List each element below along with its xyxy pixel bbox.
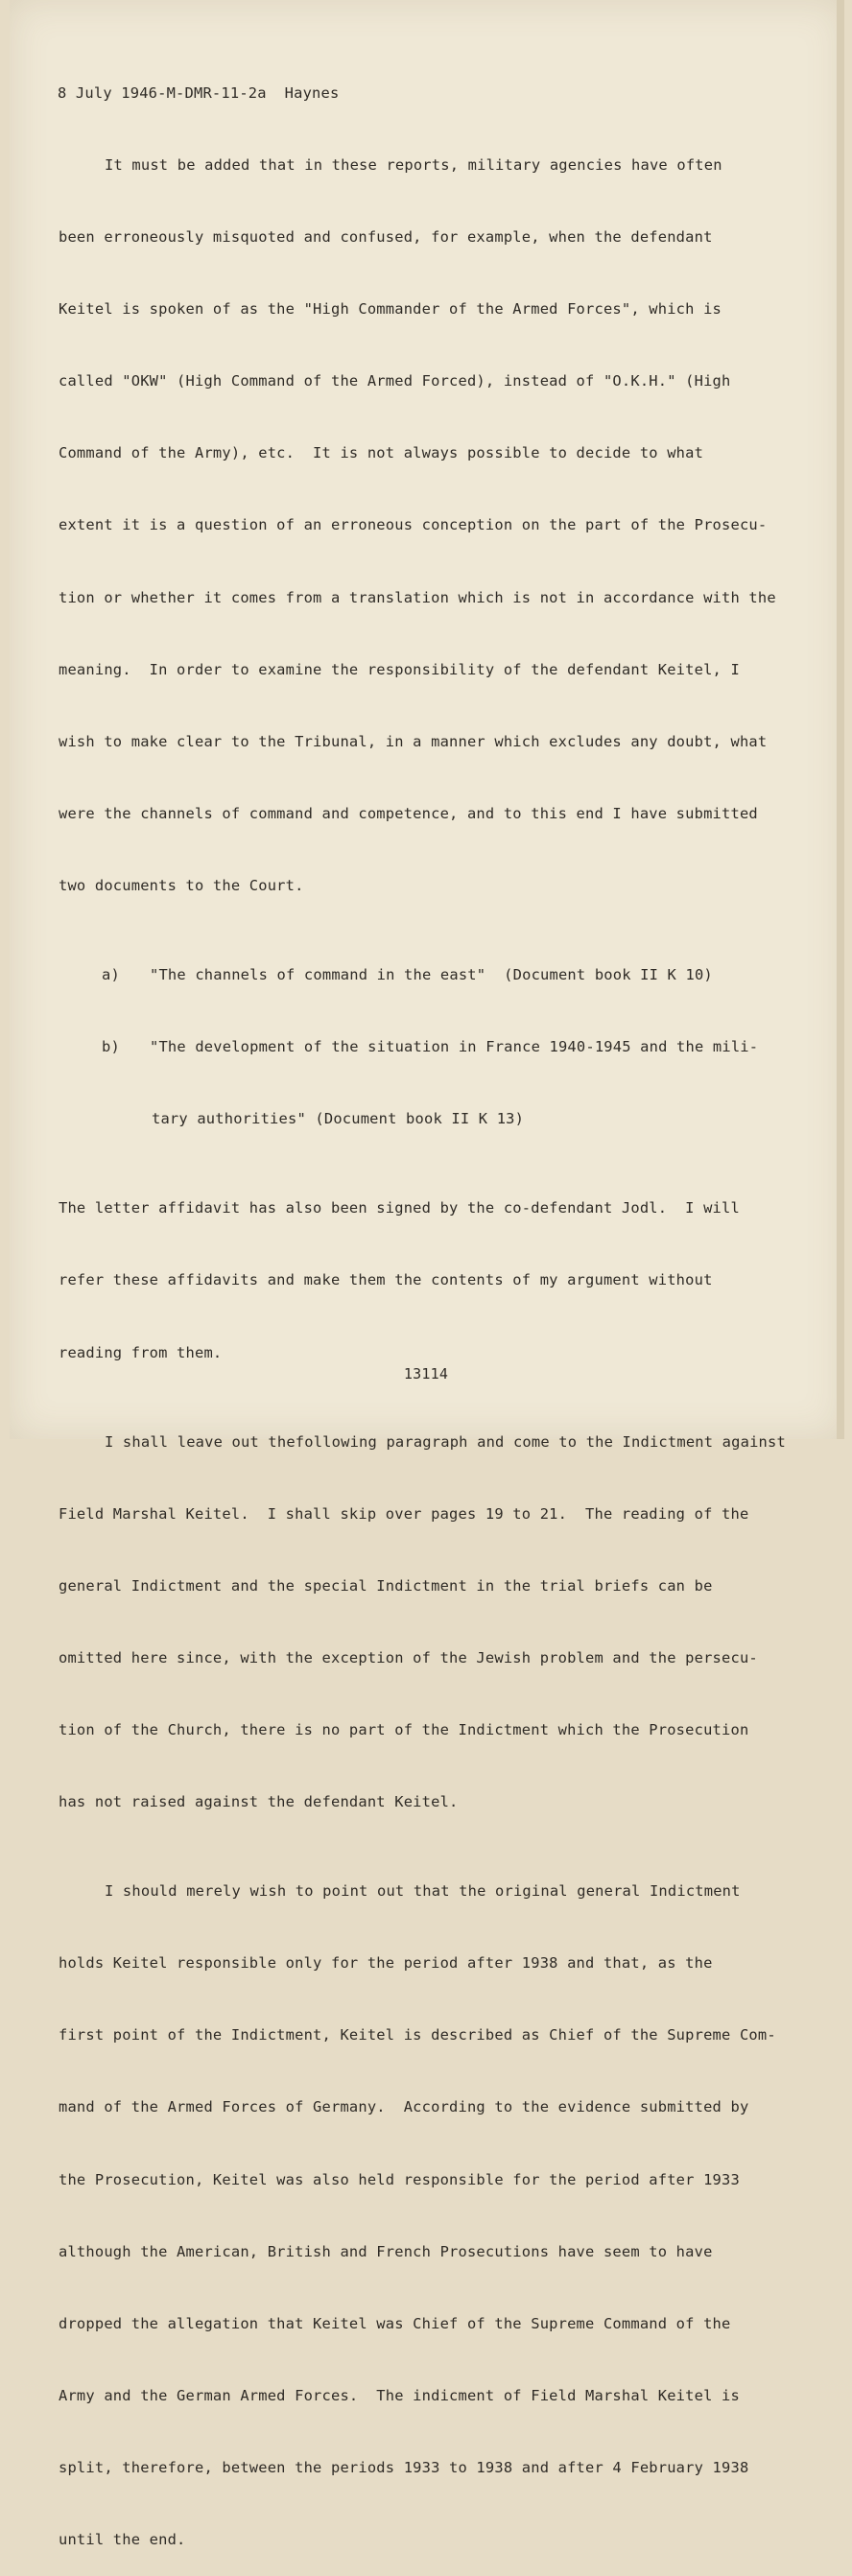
document-body [59, 112, 807, 2576]
text-line: It must be added that in these reports, military agencies have often [105, 156, 722, 174]
document-header: 8 July 1946-M-DMR-11-2a Haynes [58, 84, 340, 102]
text-line: omitted here since, with the exception of the Jewish problem and the persecu- [59, 1648, 758, 1666]
text-line: meaning. In order to examine the responsibility of the defendant Keitel, I [59, 660, 740, 678]
text-line: were the channels of command and competence, and to this end I have submitted [59, 804, 758, 822]
list-marker: b) [102, 1038, 120, 1056]
text-line: Army and the German Armed Forces. The indicment of Field Marshal Keitel is [59, 2386, 740, 2404]
list-item-a [59, 957, 807, 994]
list-text: "The development of the situation in France 1940-1945 and the mili- [150, 1038, 759, 1056]
text-line: called "OKW" (High Command of the Armed Forced), instead of "O.K.H." (High [59, 372, 731, 390]
text-line: two documents to the Court. [59, 876, 304, 894]
text-line: Keitel is spoken of as the "High Commander of the Armed Forces", which is [59, 300, 722, 319]
list-marker: a) [102, 966, 120, 984]
text-line: Field Marshal Keitel. I shall skip over pages 19 to 21. The reading of the [59, 1504, 749, 1523]
page-edge [837, 0, 844, 1439]
text-line: although the American, British and French Prosecutions have seem to have [59, 2242, 713, 2260]
text-line: Command of the Army), etc. It is not always possible to decide to what [59, 444, 704, 462]
page-number: 13114 [403, 1365, 449, 1383]
text-line: tion of the Church, there is no part of the Indictment which the Prosecution [59, 1720, 749, 1738]
text-line: the Prosecution, Keitel was also held responsible for the period after 1933 [59, 2170, 740, 2188]
list-text: "The channels of command in the east" (Document book II K 10) [150, 966, 713, 984]
text-line: wish to make clear to the Tribunal, in a manner which excludes any doubt, what [59, 732, 768, 750]
text-line: The letter affidavit has also been signed by the co-defendant Jodl. I will [59, 1199, 740, 1217]
text-line: dropped the allegation that Keitel was Chief of the Supreme Command of the [59, 2314, 731, 2332]
text-line: mand of the Armed Forces of Germany. According to the evidence submitted by [59, 2098, 749, 2116]
text-line: holds Keitel responsible only for the period after 1938 and that, as the [59, 1954, 713, 1973]
text-line: been erroneously misquoted and confused, for example, when the defendant [59, 228, 713, 247]
text-line: I shall leave out thefollowing paragraph and come to the Indictment against [105, 1432, 786, 1451]
text-line: tion or whether it comes from a translation which is not in accordance with the [59, 588, 776, 606]
text-line: until the end. [59, 2531, 186, 2548]
text-line: has not raised against the defendant Keitel. [59, 1793, 459, 1811]
text-line: extent it is a question of an erroneous conception on the part of the Prosecu- [59, 516, 768, 534]
list-item-b-continuation: tary authorities" (Document book II K 13) [152, 1110, 525, 1128]
text-line: first point of the Indictment, Keitel is described as Chief of the Supreme Com- [59, 2026, 776, 2044]
text-line: split, therefore, between the periods 1933 to 1938 and after 4 February 1938 [59, 2458, 749, 2476]
text-line: refer these affidavits and make them the contents of my argument without [59, 1271, 713, 1289]
text-line: I should merely wish to point out that the original general Indictment [105, 1882, 741, 1901]
list-item-b [59, 1028, 807, 1066]
text-line: general Indictment and the special Indictment in the trial briefs can be [59, 1576, 713, 1595]
text-line: reading from them. [59, 1343, 223, 1361]
